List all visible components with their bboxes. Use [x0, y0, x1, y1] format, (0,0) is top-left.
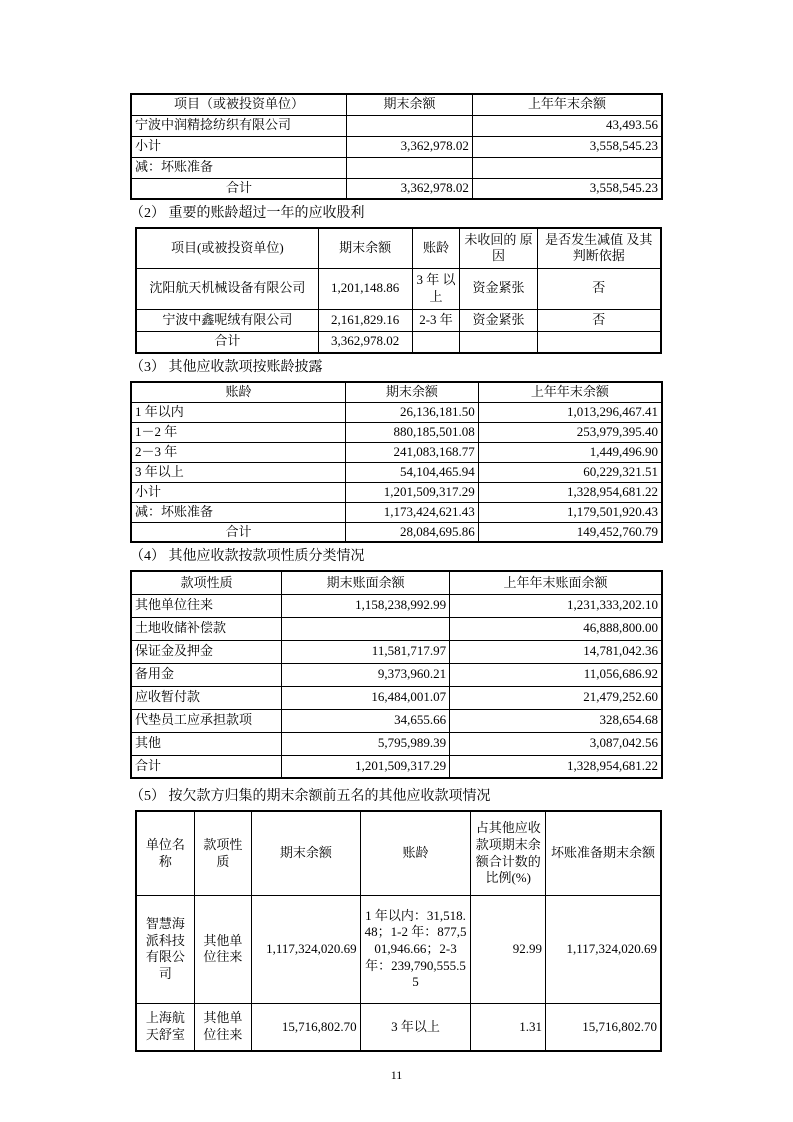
- cell: 43,493.56: [472, 115, 662, 136]
- header-cell: 是否发生减值 及其判断依据: [537, 228, 661, 268]
- cell: 1 年以内：31,518.48；1-2 年：877,501,946.66；2-3 年：239,790,555.55: [360, 895, 471, 1003]
- cell: 1.31: [471, 1003, 546, 1051]
- cell: 16,484,001.07: [282, 686, 450, 709]
- table-row: [131, 663, 662, 686]
- cell: 减：坏账准备: [131, 157, 347, 178]
- cell: 11,056,686.92: [450, 663, 662, 686]
- table-row: [131, 709, 662, 732]
- cell: 资金紧张: [460, 309, 537, 331]
- cell: 2－3 年: [131, 442, 346, 462]
- cell: 其他单位往来: [194, 895, 251, 1003]
- cell: 否: [537, 309, 661, 331]
- table-row: [131, 422, 662, 442]
- table-row: [136, 268, 661, 309]
- cell: 资金紧张: [460, 268, 537, 309]
- dividends-receivable-summary-table: [130, 93, 663, 200]
- cell: 15,716,802.70: [545, 1003, 661, 1051]
- header-cell: 期末账面余额: [282, 571, 450, 594]
- cell: 1,179,501,920.43: [478, 502, 662, 522]
- cell: 1,201,148.86: [318, 268, 412, 309]
- table-row: [131, 157, 662, 178]
- top-five-debtors-table: [135, 810, 662, 1052]
- cell: 3,362,978.02: [318, 331, 412, 353]
- table-total-row: [131, 755, 662, 778]
- cell: 其他: [131, 732, 282, 755]
- cell: 1,013,296,467.41: [478, 402, 662, 422]
- cell: 应收暂付款: [131, 686, 282, 709]
- header-cell: 期末余额: [318, 228, 412, 268]
- cell: 1,158,238,992.99: [282, 594, 450, 617]
- cell: 否: [537, 268, 661, 309]
- table-header-row: [131, 571, 662, 594]
- header-cell: 期末余额: [347, 94, 473, 115]
- cell: 沈阳航天机械设备有限公司: [136, 268, 318, 309]
- cell: [537, 331, 661, 353]
- table-row: [131, 617, 662, 640]
- cell: 92.99: [471, 895, 546, 1003]
- cell: 减：坏账准备: [131, 502, 346, 522]
- cell: 上海航天舒室: [136, 1003, 194, 1051]
- header-cell: 期末余额: [251, 811, 360, 895]
- aging-analysis-table: [130, 381, 663, 543]
- cell: 1,173,424,621.43: [346, 502, 479, 522]
- cell: 其他单位往来: [194, 1003, 251, 1051]
- cell: [282, 617, 450, 640]
- cell: 1,201,509,317.29: [282, 755, 450, 778]
- cell: 28,084,695.86: [346, 522, 479, 542]
- cell: 备用金: [131, 663, 282, 686]
- cell: 9,373,960.21: [282, 663, 450, 686]
- cell: 1 年以内: [131, 402, 346, 422]
- cell: 合计: [136, 331, 318, 353]
- cell: 小计: [131, 482, 346, 502]
- cell: [347, 157, 473, 178]
- section-2-heading: （2） 重要的账龄超过一年的应收股利: [130, 206, 365, 221]
- page-content: [130, 0, 663, 1083]
- table-row: [131, 136, 662, 157]
- cell: 21,479,252.60: [450, 686, 662, 709]
- cell: 保证金及押金: [131, 640, 282, 663]
- cell: 26,136,181.50: [346, 402, 479, 422]
- header-cell: 上年年末余额: [472, 94, 662, 115]
- cell: 1,117,324,020.69: [545, 895, 661, 1003]
- table-row: [131, 115, 662, 136]
- table-header-row: [136, 811, 661, 895]
- cell: [460, 331, 537, 353]
- cell: 5,795,989.39: [282, 732, 450, 755]
- cell: 合计: [131, 522, 346, 542]
- cell: 1－2 年: [131, 422, 346, 442]
- header-cell: 账龄: [360, 811, 471, 895]
- table-row: [131, 594, 662, 617]
- cell: 2-3 年: [412, 309, 460, 331]
- cell: 253,979,395.40: [478, 422, 662, 442]
- cell: 3,558,545.23: [472, 136, 662, 157]
- cell: 54,104,465.94: [346, 462, 479, 482]
- header-cell: 单位名称: [136, 811, 194, 895]
- cell: 241,083,168.77: [346, 442, 479, 462]
- cell: 宁波中鑫呢绒有限公司: [136, 309, 318, 331]
- section-5-heading: （5） 按欠款方归集的期末余额前五名的其他应收款项情况: [130, 789, 491, 805]
- header-cell: 坏账准备期末余额: [545, 811, 661, 895]
- cell: 15,716,802.70: [251, 1003, 360, 1051]
- table-row: [136, 309, 661, 331]
- table-row: [131, 462, 662, 482]
- cell: 1,117,324,020.69: [251, 895, 360, 1003]
- cell: 1,201,509,317.29: [346, 482, 479, 502]
- cell: 1,231,333,202.10: [450, 594, 662, 617]
- table-header-row: [131, 94, 662, 115]
- table-row: [131, 442, 662, 462]
- cell: 3 年以上: [360, 1003, 471, 1051]
- overdue-dividends-table: [135, 227, 662, 354]
- cell: 3 年 以上: [412, 268, 460, 309]
- cell: 3,087,042.56: [450, 732, 662, 755]
- header-cell: 账龄: [412, 228, 460, 268]
- cell: 46,888,800.00: [450, 617, 662, 640]
- table-header-row: [136, 228, 661, 268]
- section-4-heading: （4） 其他应收款按款项性质分类情况: [130, 549, 365, 565]
- cell: 土地收储补偿款: [131, 617, 282, 640]
- cell: 149,452,760.79: [478, 522, 662, 542]
- cell: [412, 331, 460, 353]
- cell: 合计: [131, 178, 347, 199]
- cell: 880,185,501.08: [346, 422, 479, 442]
- cell: 1,449,496.90: [478, 442, 662, 462]
- cell: 3,558,545.23: [472, 178, 662, 199]
- header-cell: 款项性质: [194, 811, 251, 895]
- header-cell: 占其他应收款项期末余额合计数的比例(%): [471, 811, 546, 895]
- table-total-row: [136, 331, 661, 353]
- table-total-row: [131, 522, 662, 542]
- table-row: [131, 482, 662, 502]
- cell: 34,655.66: [282, 709, 450, 732]
- cell: [347, 115, 473, 136]
- header-cell: 款项性质: [131, 571, 282, 594]
- cell: 合计: [131, 755, 282, 778]
- cell: 2,161,829.16: [318, 309, 412, 331]
- header-cell: 上年年末账面余额: [450, 571, 662, 594]
- cell: 60,229,321.51: [478, 462, 662, 482]
- cell: 智慧海派科技有限公司: [136, 895, 194, 1003]
- cell: 11,581,717.97: [282, 640, 450, 663]
- table-row: [131, 640, 662, 663]
- cell: 1,328,954,681.22: [478, 482, 662, 502]
- page-number: 11: [390, 1068, 403, 1083]
- cell: 其他单位往来: [131, 594, 282, 617]
- cell: 小计: [131, 136, 347, 157]
- nature-classification-table: [130, 570, 663, 779]
- header-cell: 上年年末余额: [478, 382, 662, 402]
- table-row: [136, 895, 661, 1003]
- cell: 328,654.68: [450, 709, 662, 732]
- cell: [472, 157, 662, 178]
- table-header-row: [131, 382, 662, 402]
- header-cell: 未收回的 原因: [460, 228, 537, 268]
- header-cell: 项目(或被投资单位): [136, 228, 318, 268]
- cell: 1,328,954,681.22: [450, 755, 662, 778]
- cell: 宁波中润精捻纺织有限公司: [131, 115, 347, 136]
- cell: 3 年以上: [131, 462, 346, 482]
- cell: 14,781,042.36: [450, 640, 662, 663]
- cell: 3,362,978.02: [347, 136, 473, 157]
- table-row: [131, 686, 662, 709]
- section-3-heading: （3） 其他应收款项按账龄披露: [130, 360, 323, 375]
- table-row: [131, 732, 662, 755]
- cell: 3,362,978.02: [347, 178, 473, 199]
- table-row: [131, 402, 662, 422]
- table-row: [136, 1003, 661, 1051]
- header-cell: 期末余额: [346, 382, 479, 402]
- table-row: [131, 502, 662, 522]
- table-total-row: [131, 178, 662, 199]
- header-cell: 账龄: [131, 382, 346, 402]
- cell: 代垫员工应承担款项: [131, 709, 282, 732]
- header-cell: 项目（或被投资单位）: [131, 94, 347, 115]
